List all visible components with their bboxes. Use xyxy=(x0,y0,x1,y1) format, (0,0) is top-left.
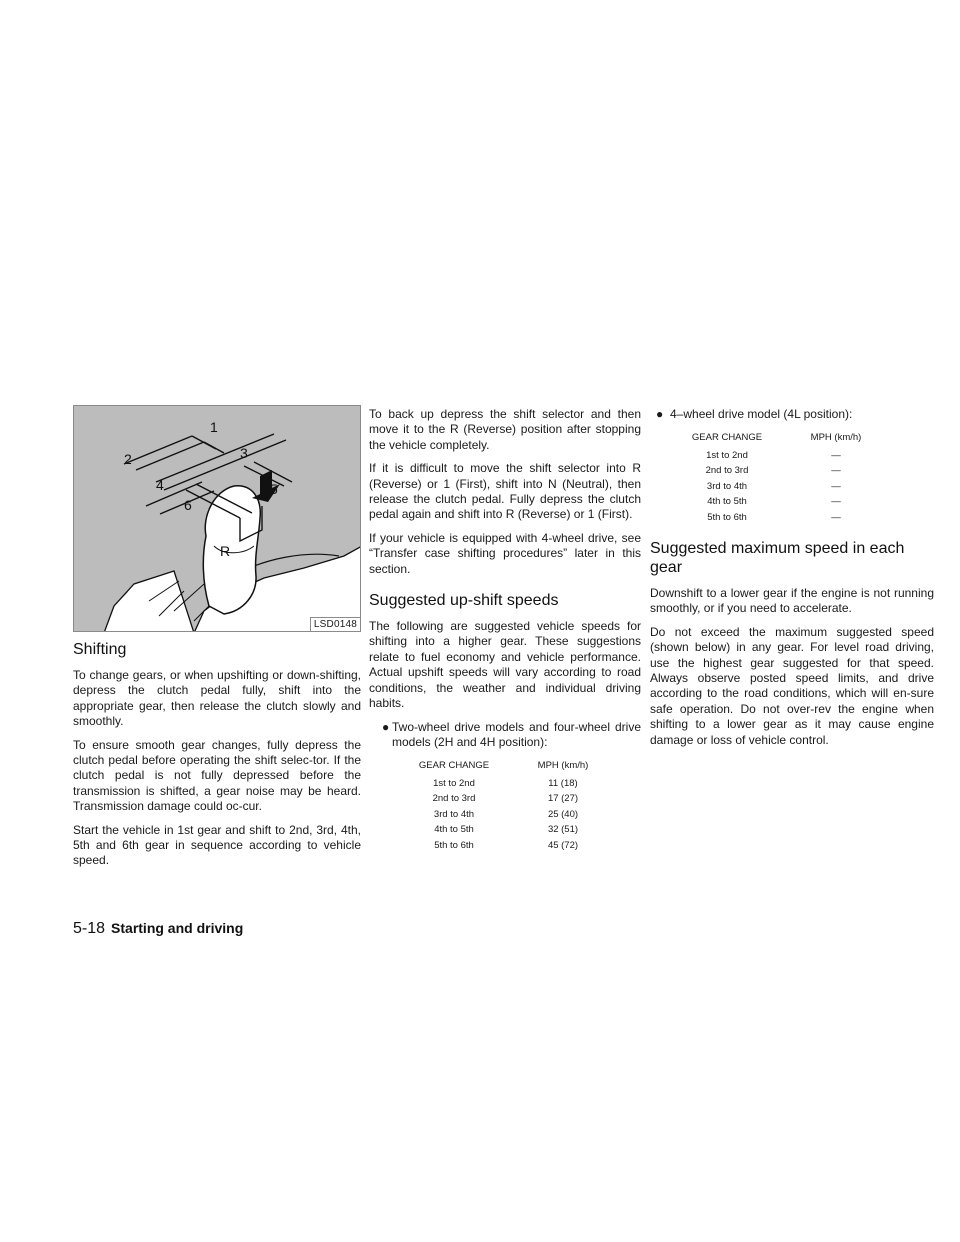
gear-cell: 5th to 6th xyxy=(707,511,747,523)
table-header-gear: GEAR CHANGE xyxy=(418,760,490,772)
shifting-paragraph-1: To change gears, or when upshifting or down-shifting, depress the clutch pedal fully, shift into the appropriate gear, then release the clutch slowly and smoothly. xyxy=(73,668,361,729)
page-number: 5-18 xyxy=(73,920,106,937)
speed-cell: — xyxy=(831,496,841,508)
gear-cell: 1st to 2nd xyxy=(433,777,475,789)
speed-cell: 45 (72) xyxy=(547,839,579,851)
speed-cell: — xyxy=(831,449,841,461)
bullet-icon: ● xyxy=(382,719,390,734)
bullet-2wd xyxy=(369,720,641,751)
table-row xyxy=(395,822,613,838)
bullet-icon: ● xyxy=(656,407,664,421)
table-row xyxy=(395,837,613,853)
table-row xyxy=(668,478,886,494)
gear-cell: 4th to 5th xyxy=(434,824,474,836)
gear-number-1: 1 xyxy=(210,419,218,435)
reverse-paragraph-3: If your vehicle is equipped with 4-wheel drive, see “Transfer case shifting procedures” later in this section. xyxy=(369,530,641,576)
section-title: Starting and driving xyxy=(111,920,244,936)
table-row xyxy=(668,463,886,479)
bullet-4wd xyxy=(650,407,934,422)
column-reverse-upshift xyxy=(369,407,641,853)
gear-number-6: 6 xyxy=(184,497,192,513)
speed-cell: 17 (27) xyxy=(547,793,579,805)
speed-cell: — xyxy=(831,511,841,523)
shift-pattern-illustration xyxy=(74,406,361,632)
bullet-2wd-text: Two-wheel drive models and four-wheel drive models (2H and 4H position): xyxy=(392,719,641,749)
table-header-mph: MPH (km/h) xyxy=(810,432,862,444)
table-row xyxy=(668,494,886,510)
page-footer xyxy=(73,920,243,938)
table-row xyxy=(668,447,886,463)
table-row xyxy=(395,775,613,791)
speed-cell: — xyxy=(831,465,841,477)
gear-cell: 4th to 5th xyxy=(707,496,747,508)
speed-cell: 25 (40) xyxy=(547,808,579,820)
gear-cell: 2nd to 3rd xyxy=(705,465,749,477)
maxspeed-paragraph-1: Downshift to a lower gear if the engine is not running smoothly, or if you need to accelerate. xyxy=(650,585,934,616)
speed-cell: — xyxy=(831,480,841,492)
table-header-gear: GEAR CHANGE xyxy=(691,432,763,444)
gear-cell: 5th to 6th xyxy=(434,839,474,851)
speed-cell: 11 (18) xyxy=(548,777,578,789)
gear-number-r: R xyxy=(220,543,231,559)
table-row xyxy=(395,791,613,807)
bullet-4wd-text: 4–wheel drive model (4L position): xyxy=(670,407,853,421)
heading-shifting: Shifting xyxy=(73,641,127,658)
gear-number-3: 3 xyxy=(240,445,248,461)
maxspeed-paragraph-2: Do not exceed the maximum suggested speed (shown below) in any gear. For level road driving, use the highest gear suggested for that speed. Always observe posted speed limits, and drive according to the road conditions, which will en-sure safe operation. Do not over-rev the engine when shifting to a lower gear as it may cause engine damage or loss of vehicle control. xyxy=(650,624,934,747)
gear-cell: 3rd to 4th xyxy=(706,480,748,492)
heading-maxspeed: Suggested maximum speed in each gear xyxy=(650,539,905,576)
speed-cell: 32 (51) xyxy=(547,824,579,836)
gear-cell: 2nd to 3rd xyxy=(432,793,476,805)
table-header-mph: MPH (km/h) xyxy=(537,760,589,772)
gear-cell: 1st to 2nd xyxy=(706,449,748,461)
upshift-table-2wd xyxy=(395,760,613,853)
reverse-paragraph-1: To back up depress the shift selector and then move it to the R (Reverse) position after stopping the vehicle completely. xyxy=(369,407,641,452)
column-shifting xyxy=(73,640,361,877)
shifting-paragraph-2: To ensure smooth gear changes, fully depress the clutch pedal before operating the shift selec-tor. If the clutch pedal is not fully depressed before the transmission is shifted, a gear noise may be heard. Transmission damage could oc-cur. xyxy=(73,737,361,814)
upshift-paragraph: The following are suggested vehicle speeds for shifting into a higher gear. These suggestions relate to fuel economy and vehicle performance. Actual upshift speeds will vary according to road conditions, the weather and individual driving habits. xyxy=(369,619,641,711)
table-row xyxy=(395,806,613,822)
gear-cell: 3rd to 4th xyxy=(433,808,475,820)
column-4wd-maxspeed xyxy=(650,407,934,756)
figure-code: LSD0148 xyxy=(310,617,360,631)
shift-pattern-figure xyxy=(73,405,361,632)
table-row xyxy=(668,509,886,525)
shifting-paragraph-3: Start the vehicle in 1st gear and shift to 2nd, 3rd, 4th, 5th and 6th gear in sequence according to vehicle speed. xyxy=(73,822,361,868)
gear-number-4: 4 xyxy=(156,477,164,493)
gear-number-5: 5 xyxy=(270,481,278,497)
gear-number-2: 2 xyxy=(124,451,132,467)
upshift-table-4wd xyxy=(668,432,886,525)
heading-upshift: Suggested up-shift speeds xyxy=(369,592,559,610)
reverse-paragraph-2: If it is difficult to move the shift selector into R (Reverse) or 1 (First), shift into N (Neutral), then release the clutch pedal. Fully depress the clutch pedal again and shift into R (Reverse) or 1 (First). xyxy=(369,461,641,522)
